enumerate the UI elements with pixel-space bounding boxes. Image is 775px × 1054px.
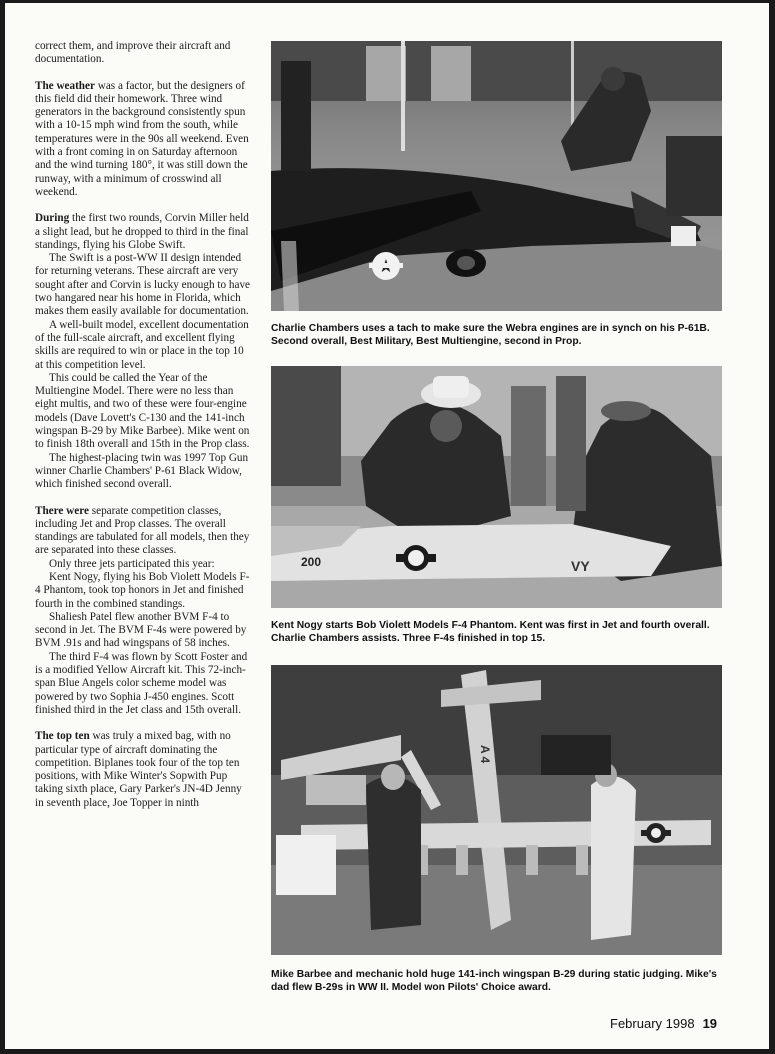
article-paragraph: During the first two rounds, Corvin Miller held a slight lead, but he dropped to third in the final standings, flying his Globe Swift. xyxy=(35,212,249,251)
photo-f4-phantom xyxy=(271,366,722,608)
issue-date: February 1998 xyxy=(610,1016,695,1031)
tail-lettering: A 4 xyxy=(478,745,492,764)
photo-caption: Kent Nogy starts Bob Violett Models F-4 Phantom. Kent was first in Jet and fourth overall. Charlie Chambers assists. Three F-4s finished in top 15. xyxy=(271,620,710,645)
article-paragraph: The weather was a factor, but the designers of this field did their homework. Three wind generators in the background consistently spun with a 10-15 mph wind from the south, while temperatures were in the 90s all weekend. Even with a front coming in on Saturday afternoon and the wind turning 180°, it was still down the runway, with a minimum of crosswind all weekend. xyxy=(35,79,249,198)
page-number: 19 xyxy=(702,1016,718,1031)
page-footer xyxy=(610,1016,717,1031)
section-lead: The weather xyxy=(35,79,95,92)
tail-lettering: VY xyxy=(571,558,590,574)
photo-b29 xyxy=(271,665,722,955)
section-lead: There were xyxy=(35,504,89,517)
article-paragraph: There were separate competition classes, including Jet and Prop classes. The overall standings are tabulated for all models, then they are separated into these classes. xyxy=(35,504,250,557)
article-paragraph: The third F-4 was flown by Scott Foster and is a modified Yellow Aircraft kit. This 72-inch-span Blue Angels color scheme model was powered by two Sophia J-450 engines. Scott finished third in the Jet class and 15th overall. xyxy=(35,650,248,716)
article-paragraph: The top ten was truly a mixed bag, with no particular type of aircraft dominating the competition. Biplanes took four of the top ten positions, with Mike Winter's Sopwith Pup taking sixth place, Gary Parker's JN-4D Jenny in seventh place, Joe Topper in ninth xyxy=(35,730,242,809)
article-paragraph: The highest-placing twin was 1997 Top Gun winner Charlie Chambers' P-61 Black Widow, which finished second overall. xyxy=(35,451,249,491)
article-paragraph: A well-built model, excellent documentation of the full-scale aircraft, and excellent flying skills are required to win or place in the top 10 at this competition level. xyxy=(35,318,249,371)
article-paragraph: Shaliesh Patel flew another BVM F-4 to second in Jet. The BVM F-4s were powered by BVM .91s and had wingspans of 58 inches. xyxy=(35,610,247,650)
magazine-page xyxy=(5,3,769,1049)
article-paragraph: Only three jets participated this year: xyxy=(49,557,215,570)
article-paragraph: This could be called the Year of the Multiengine Model. There were no less than eight multis, and two of these were four-engine models (Dave Lovett's C-130 and the 141-inch wingspan B-29 by Mike Barbee). Mike went on to finish 18th overall and 15th in the Prop class. xyxy=(35,371,250,451)
article-column xyxy=(35,40,253,810)
article-paragraph: correct them, and improve their aircraft and documentation. xyxy=(35,40,231,66)
section-lead: During xyxy=(35,212,70,225)
article-paragraph: The Swift is a post-WW II design intended for returning veterans. These aircraft are very sought after and Corvin is lucky enough to have two hangared near his home in Florida, which makes them easily available for documentation. xyxy=(35,252,251,318)
photo-caption: Mike Barbee and mechanic hold huge 141-inch wingspan B-29 during static judging. Mike's dad flew B-29s in WW II. Model won Pilots' Choice award. xyxy=(271,969,717,994)
photo-caption: Charlie Chambers uses a tach to make sure the Webra engines are in synch on his P-61B. Second overall, Best Military, Best Multiengine, second in Prop. xyxy=(271,323,710,348)
article-paragraph: Kent Nogy, flying his Bob Violett Models F-4 Phantom, took top honors in Jet and finished fourth in the combined standings. xyxy=(35,570,250,610)
photo-p61-black-widow xyxy=(271,41,722,311)
aircraft-number: 200 xyxy=(301,555,322,569)
section-lead: The top ten xyxy=(35,730,90,743)
